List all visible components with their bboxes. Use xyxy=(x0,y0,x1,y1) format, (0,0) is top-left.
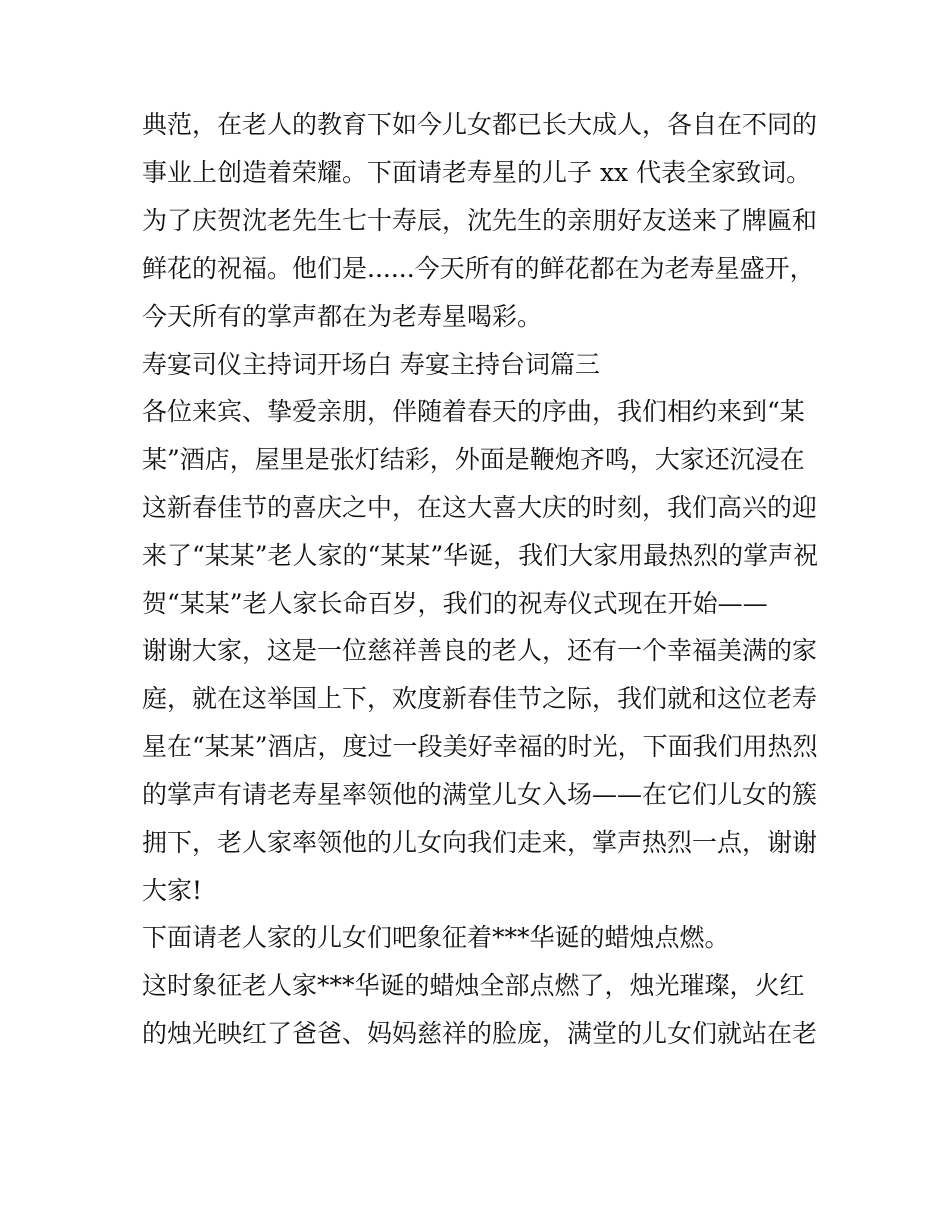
text-line: 的烛光映红了爸爸、妈妈慈祥的脸庞，满堂的儿女们就站在老 xyxy=(142,1019,818,1048)
text-line: 某”酒店，屋里是张灯结彩，外面是鞭炮齐鸣，大家还沉浸在 xyxy=(142,445,805,474)
text-line: 这时象征老人家***华诞的蜡烛全部点燃了，烛光璀璨，火红 xyxy=(142,971,805,1000)
text-line: 星在“某某”酒店，度过一段美好幸福的时光，下面我们用热烈 xyxy=(142,732,818,761)
text-line: 事业上创造着荣耀。下面请老寿星的儿子 xx 代表全家致词。 xyxy=(142,158,812,187)
text-line: 谢谢大家，这是一位慈祥善良的老人，还有一个幸福美满的家 xyxy=(142,636,818,665)
text-line: 来了“某某”老人家的“某某”华诞，我们大家用最热烈的掌声祝 xyxy=(142,541,819,570)
text-line: 贺“某某”老人家长命百岁，我们的祝寿仪式现在开始—— xyxy=(142,589,768,618)
text-line: 为了庆贺沈老先生七十寿辰，沈先生的亲朋好友送来了牌匾和 xyxy=(142,206,818,235)
text-line: 的掌声有请老寿星率领他的满堂儿女入场——在它们儿女的簇 xyxy=(142,780,818,809)
text-line: 鲜花的祝福。他们是......今天所有的鲜花都在为老寿星盛开， xyxy=(142,254,815,283)
text-line: 庭，就在这举国上下，欢度新春佳节之际，我们就和这位老寿 xyxy=(142,684,818,713)
text-line: 这新春佳节的喜庆之中，在这大喜大庆的时刻，我们高兴的迎 xyxy=(142,493,818,522)
text-line: 大家! xyxy=(142,876,203,905)
text-line: 各位来宾、挚爱亲朋，伴随着春天的序曲，我们相约来到“某 xyxy=(142,397,805,426)
text-line: 今天所有的掌声都在为老寿星喝彩。 xyxy=(142,302,543,331)
text-line: 拥下，老人家率领他的儿女向我们走来，掌声热烈一点，谢谢 xyxy=(142,828,818,857)
section-heading: 寿宴司仪主持词开场白 寿宴主持台词篇三 xyxy=(142,350,600,379)
text-line: 下面请老人家的儿女们吧象征着***华诞的蜡烛点燃。 xyxy=(142,923,730,952)
document-body xyxy=(142,108,822,1065)
text-line: 典范，在老人的教育下如今儿女都已长大成人，各自在不同的 xyxy=(142,110,818,139)
